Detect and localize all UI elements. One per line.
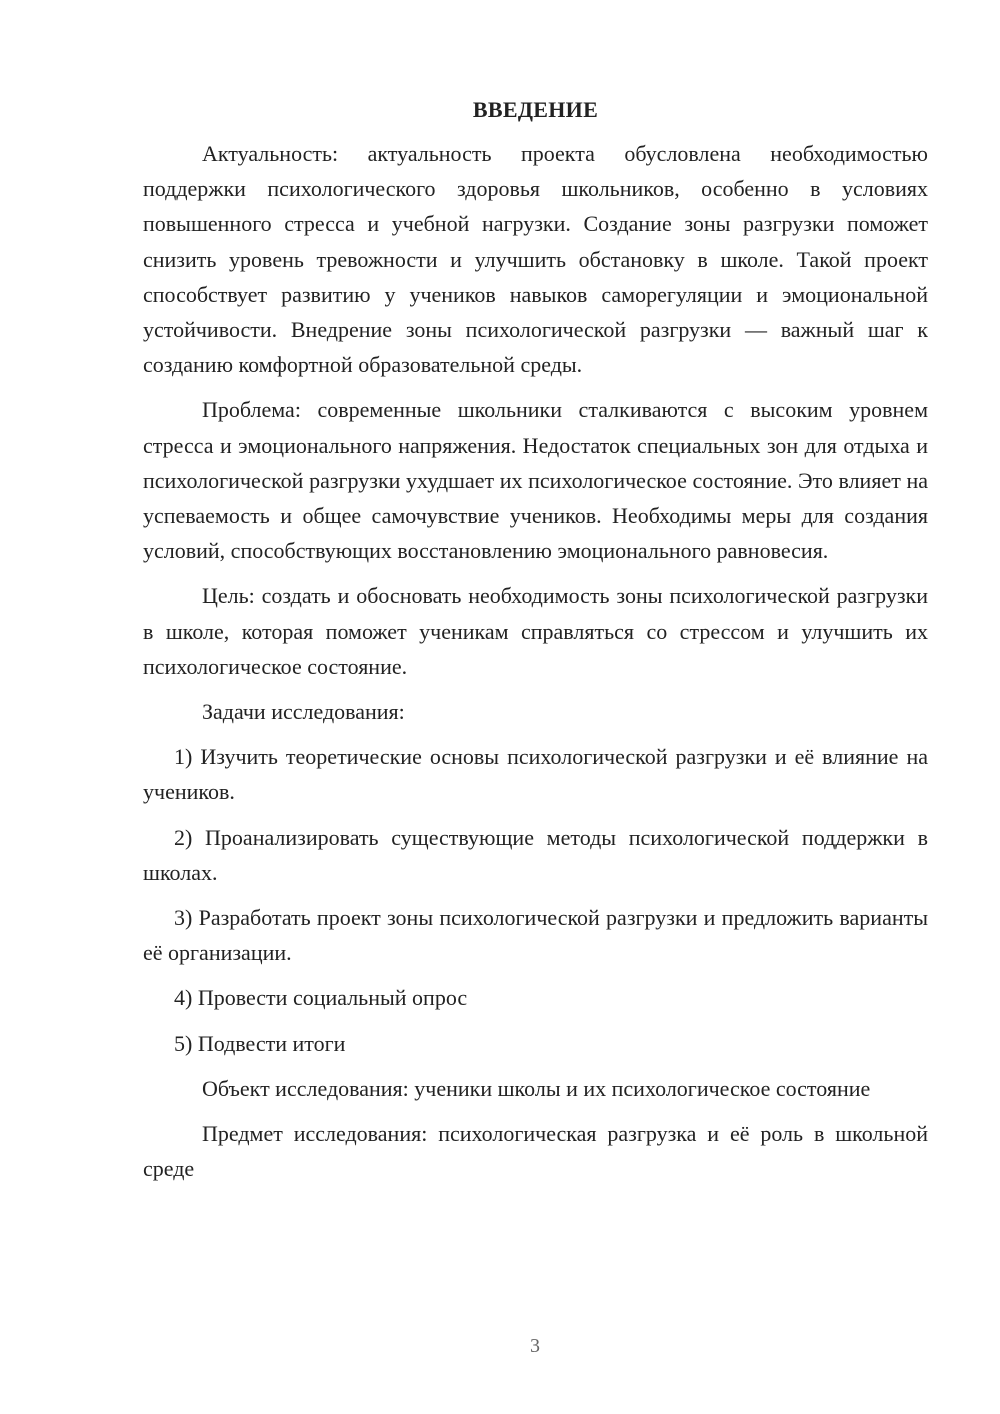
goal-paragraph: Цель: создать и обосновать необходимость зоны психологической разгрузки в школе, которая поможет ученикам справляться со стрессом и улучшить их психологическое состояние. xyxy=(143,583,928,679)
research-object-paragraph: Объект исследования: ученики школы и их психологическое состояние xyxy=(202,1075,871,1101)
task-item-4: 4) Провести социальный опрос xyxy=(174,985,468,1011)
task-item-3: 3) Разработать проект зоны психологической разгрузки и предложить варианты её организации. xyxy=(143,905,928,966)
task-item-5: 5) Подвести итоги xyxy=(174,1030,346,1056)
section-title: ВВЕДЕНИЕ xyxy=(472,97,599,122)
problem-paragraph: Проблема: современные школьники сталкиваются с высоким уровнем стресса и эмоционального напряжения. Недостаток специальных зон для отдыха и психологической разгрузки ухудшает их психологическое состояние. Это влияет на успеваемость и общее самочувствие учеников. Необходимы меры для создания условий, способствующих восстановлению эмоционального равновесия. xyxy=(143,397,928,564)
task-item-1: 1) Изучить теоретические основы психологической разгрузки и её влияние на учеников. xyxy=(143,744,928,805)
tasks-heading: Задачи исследования: xyxy=(202,699,405,725)
research-subject-paragraph: Предмет исследования: психологическая разгрузка и её роль в школьной среде xyxy=(143,1121,928,1182)
task-item-2: 2) Проанализировать существующие методы психологической поддержки в школах. xyxy=(143,824,928,885)
page-number: 3 xyxy=(530,1335,540,1357)
page-content xyxy=(143,94,928,1196)
relevance-paragraph: Актуальность: актуальность проекта обусловлена необходимостью поддержки психологического здоровья школьников, особенно в условиях повышенного стресса и учебной нагрузки. Создание зоны разгрузки поможет снизить уровень тревожности и улучшить обстановку в школе. Такой проект способствует развитию у учеников навыков саморегуляции и эмоциональной устойчивости. Внедрение зоны психологической разгрузки — важный шаг к созданию комфортной образовательной среды. xyxy=(143,141,928,378)
